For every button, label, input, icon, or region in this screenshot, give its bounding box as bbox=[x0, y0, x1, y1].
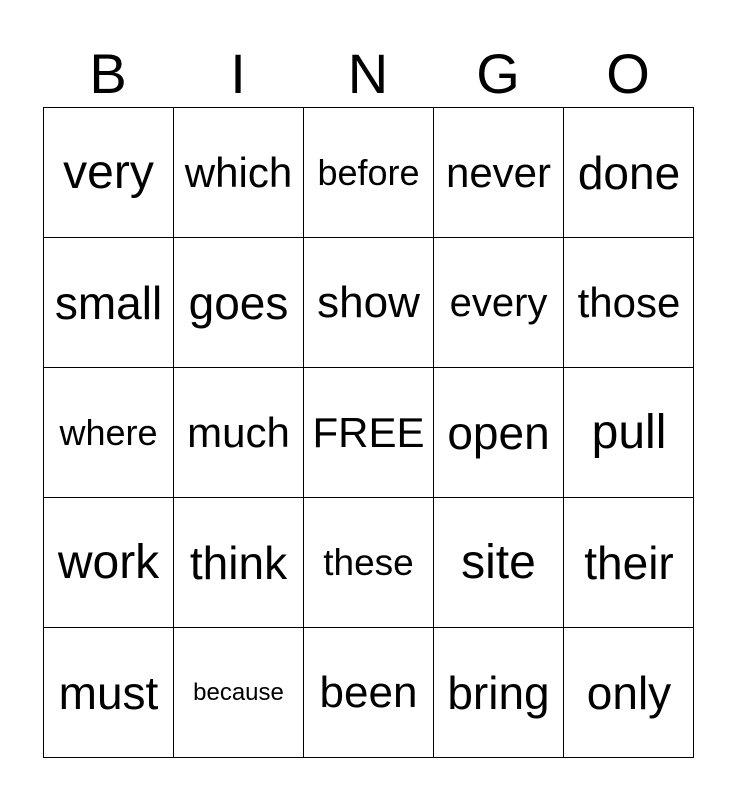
bingo-cell[interactable]: where bbox=[44, 368, 174, 498]
bingo-cell[interactable]: these bbox=[304, 498, 434, 628]
bingo-cell[interactable]: which bbox=[174, 108, 304, 238]
bingo-cell[interactable]: much bbox=[174, 368, 304, 498]
bingo-cell[interactable]: been bbox=[304, 628, 434, 758]
bingo-cell[interactable]: bring bbox=[434, 628, 564, 758]
header-letter-b: B bbox=[89, 42, 127, 105]
header-letter-o: O bbox=[606, 42, 650, 105]
bingo-cell[interactable]: pull bbox=[564, 368, 694, 498]
bingo-cell[interactable]: site bbox=[434, 498, 564, 628]
header-letter-i: I bbox=[230, 42, 246, 105]
bingo-board bbox=[43, 107, 694, 758]
bingo-cell[interactable]: very bbox=[44, 108, 174, 238]
header-letter-n: N bbox=[347, 42, 389, 105]
bingo-cell[interactable]: their bbox=[564, 498, 694, 628]
header-letter-g: G bbox=[476, 42, 520, 105]
bingo-header bbox=[43, 42, 693, 106]
bingo-cell[interactable]: goes bbox=[174, 238, 304, 368]
bingo-cell[interactable]: open bbox=[434, 368, 564, 498]
bingo-cell[interactable]: because bbox=[174, 628, 304, 758]
bingo-cell[interactable]: those bbox=[564, 238, 694, 368]
bingo-cell[interactable]: think bbox=[174, 498, 304, 628]
bingo-cell[interactable]: never bbox=[434, 108, 564, 238]
bingo-cell[interactable]: done bbox=[564, 108, 694, 238]
bingo-cell free-space[interactable]: FREE bbox=[304, 368, 434, 498]
bingo-cell[interactable]: work bbox=[44, 498, 174, 628]
bingo-cell[interactable]: show bbox=[304, 238, 434, 368]
bingo-cell[interactable]: small bbox=[44, 238, 174, 368]
bingo-cell[interactable]: must bbox=[44, 628, 174, 758]
bingo-cell[interactable]: only bbox=[586, 667, 672, 719]
bingo-cell[interactable]: before bbox=[304, 108, 434, 238]
bingo-cell[interactable]: every bbox=[434, 238, 564, 368]
